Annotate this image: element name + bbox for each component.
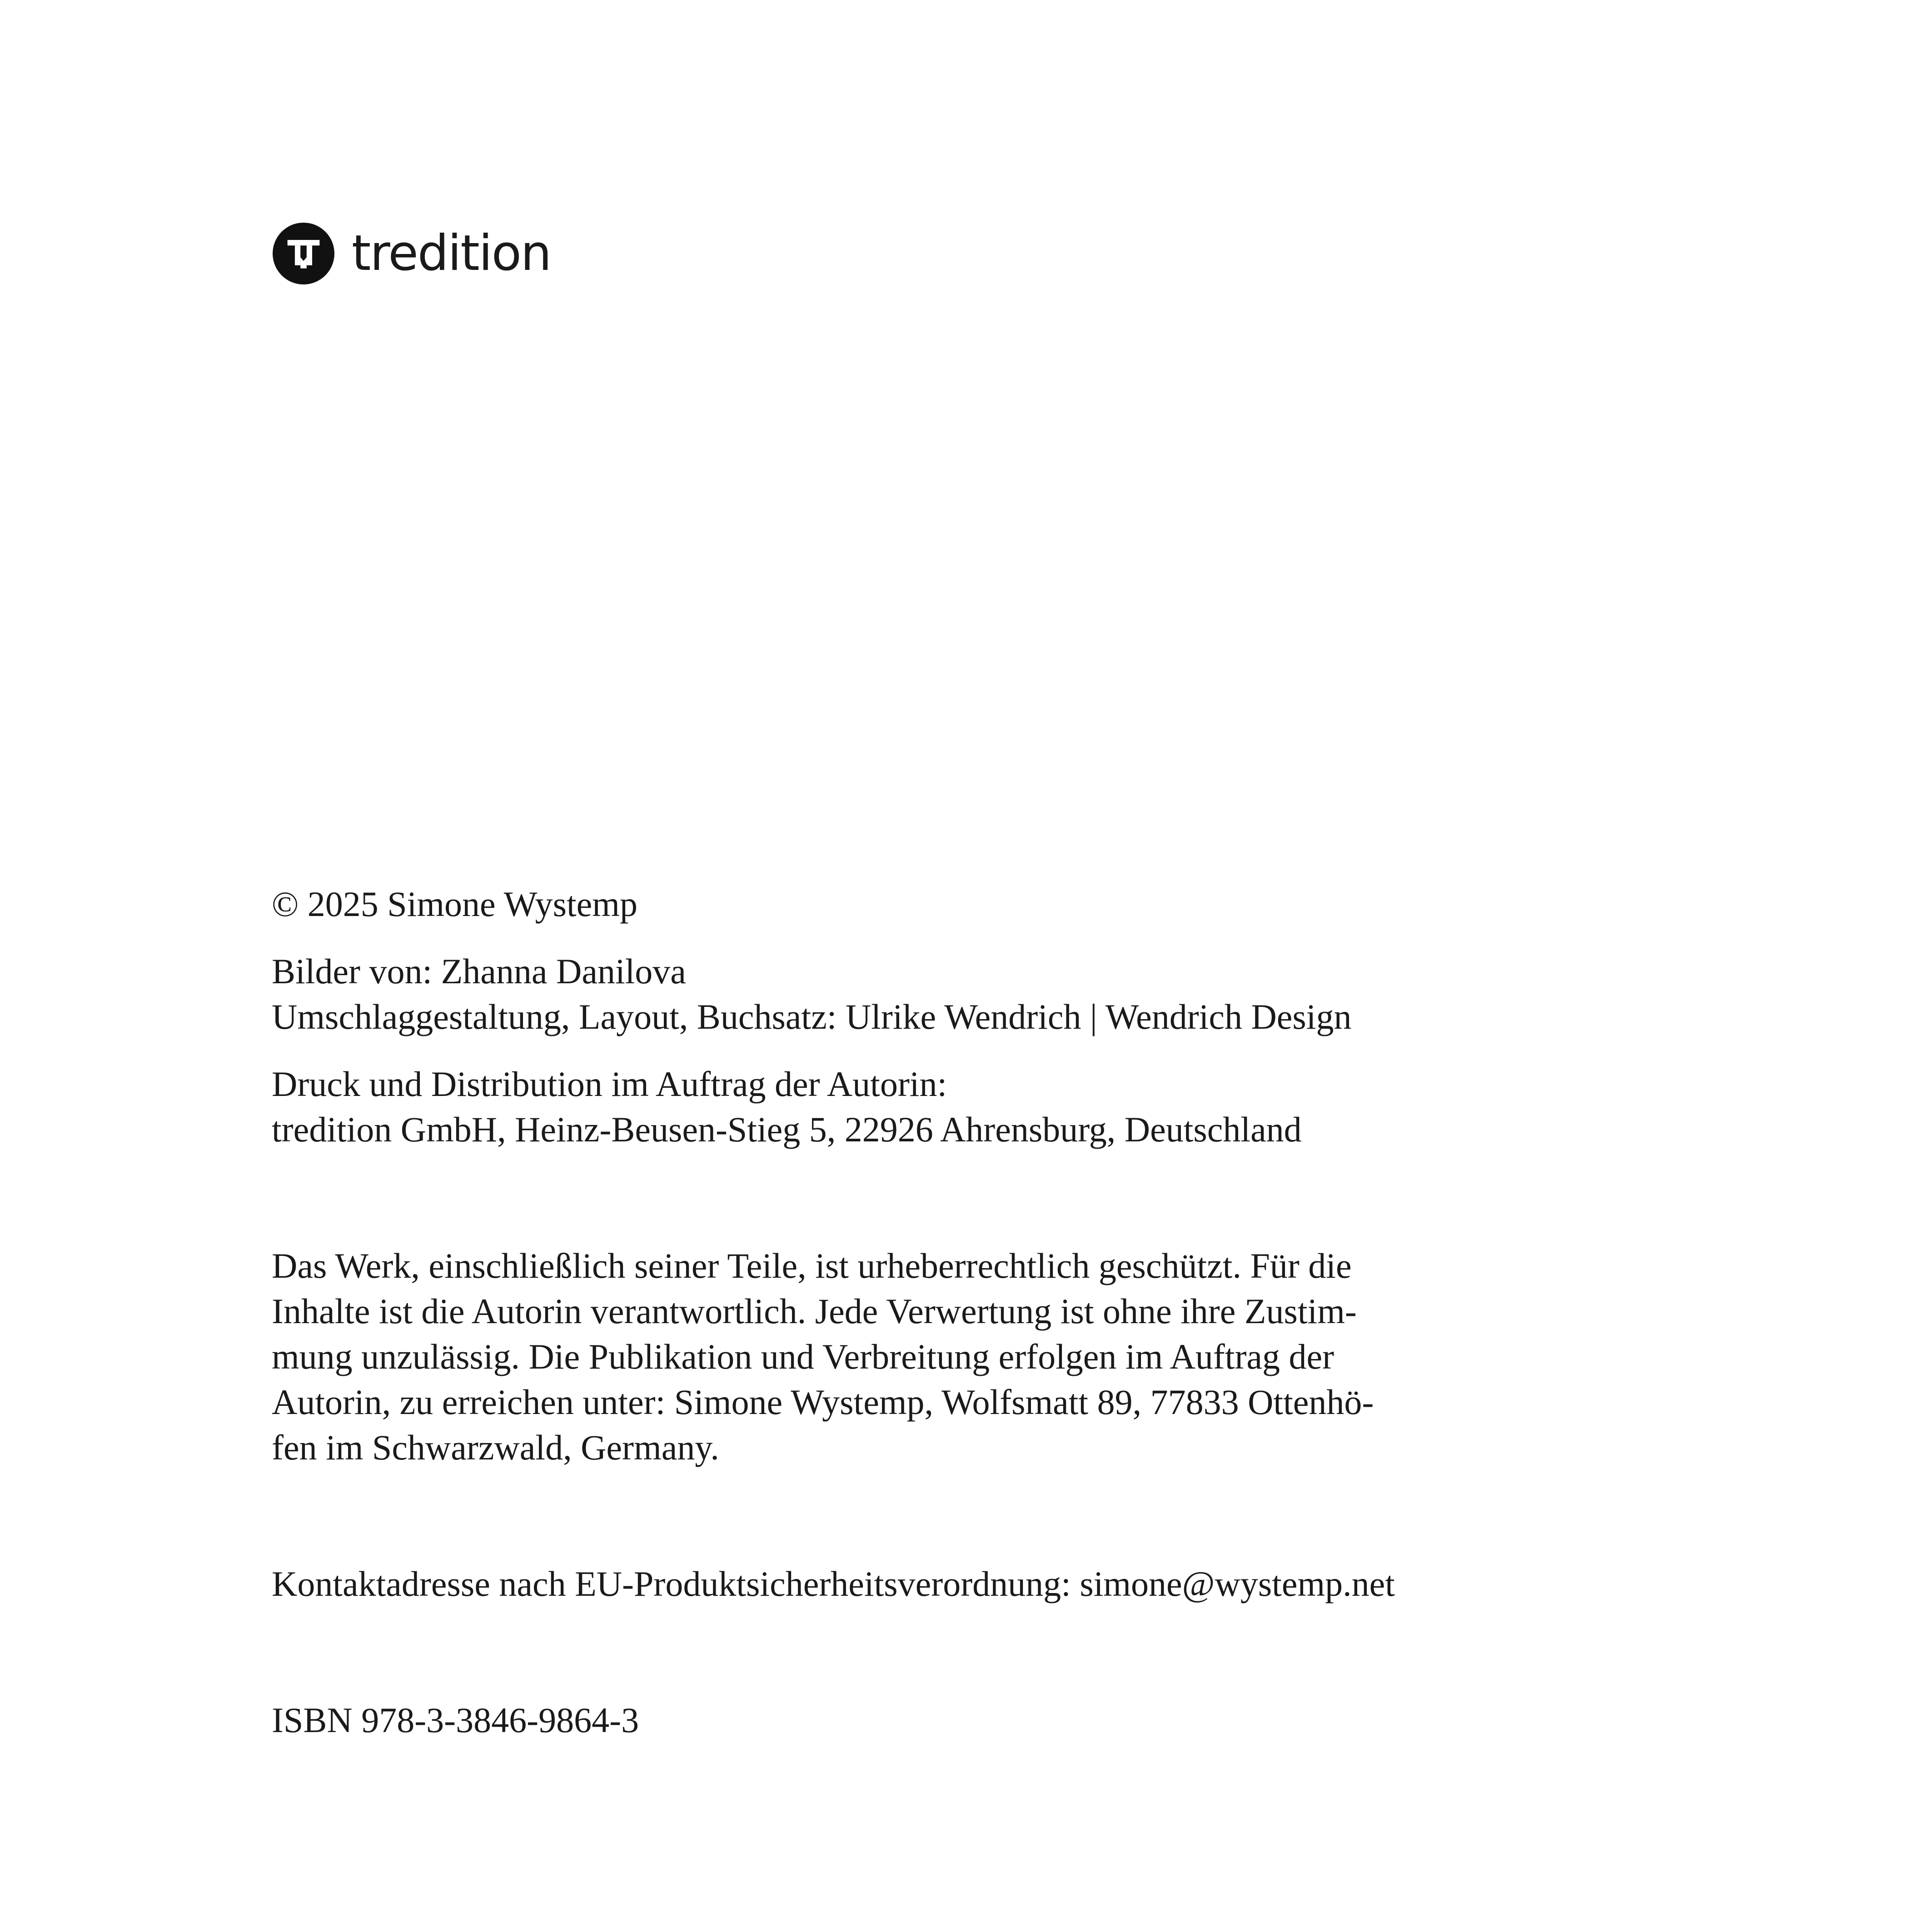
legal-notice [272, 1243, 1499, 1470]
credits-block [272, 949, 1499, 1040]
legal-line: fen im Schwarzwald, Germany. [272, 1428, 719, 1467]
legal-line: Inhalte ist die Autorin verantwortlich. Jede Verwertung ist ohne ihre Zustim- [272, 1291, 1357, 1331]
credit-line: Umschlaggestaltung, Layout, Buchsatz: Ulrike Wendrich | Wendrich Design [272, 997, 1352, 1036]
copyright-line: © 2025 Simone Wystemp [272, 884, 637, 924]
isbn-line: ISBN 978-3-3846-9864-3 [272, 1700, 639, 1740]
imprint-block [272, 881, 1499, 1743]
legal-line: mung unzulässig. Die Publikation und Verbreitung erfolgen im Auftrag der [272, 1337, 1334, 1376]
distribution-block [272, 1061, 1499, 1152]
legal-line: Autorin, zu erreichen unter: Simone Wystemp, Wolfsmatt 89, 77833 Ottenhö- [272, 1382, 1374, 1422]
distribution-line: Druck und Distribution im Auftrag der Autorin: [272, 1064, 947, 1104]
legal-line: Das Werk, einschließlich seiner Teile, ist urheberrechtlich geschützt. Für die [272, 1246, 1352, 1285]
distribution-line: tredition GmbH, Heinz-Beusen-Stieg 5, 22926 Ahrensburg, Deutschland [272, 1110, 1302, 1149]
publisher-name: tredition [352, 225, 551, 282]
credit-line: Bilder von: Zhanna Danilova [272, 951, 686, 991]
contact-line: Kontaktadresse nach EU-Produktsicherheitsverordnung: simone@wystemp.net [272, 1564, 1395, 1603]
tredition-logo-icon [273, 223, 334, 284]
publisher-logo [273, 222, 551, 285]
